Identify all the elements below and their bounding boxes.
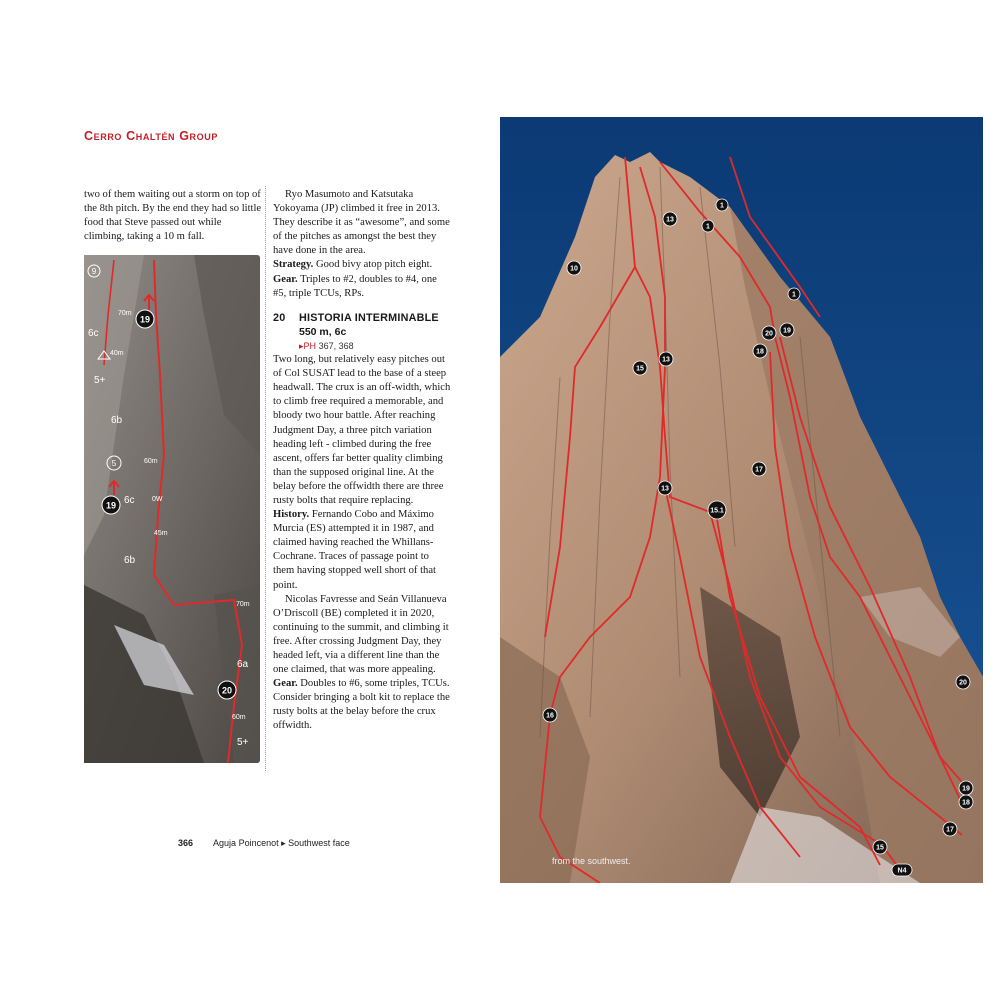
length-label: 40m: [110, 350, 124, 357]
gear-paragraph: [273, 273, 451, 301]
page-number: 366: [178, 838, 194, 848]
marker-13: 13: [666, 216, 674, 224]
gear2-label: Gear.: [273, 678, 298, 690]
marker-1: 1: [792, 291, 796, 299]
marker-20: 20: [765, 330, 773, 338]
marker-5: 5: [111, 459, 117, 468]
grade-label: 5+: [94, 375, 106, 386]
route-name: HISTORIA INTERMINABLE: [299, 311, 439, 324]
photo-caption: from the southwest.: [552, 856, 631, 866]
grade-label: 6b: [124, 555, 136, 566]
footer-face: Southwest face: [288, 838, 350, 848]
right-route-photo: [500, 117, 983, 883]
grade-label: 6b: [111, 415, 123, 426]
grade-label: 6c: [88, 328, 99, 339]
section-title: Cerro Chaltén Group: [84, 129, 218, 143]
marker-1: 1: [720, 202, 724, 210]
route-grade: 550 m, 6c: [299, 325, 347, 338]
marker-1: 1: [706, 223, 710, 231]
length-label: 70m: [236, 601, 250, 608]
left-paragraph: two of them waiting out a storm on top of the 8th pitch. By the end they had so little food that Steve passed out while climbing, taking a 10 m fall.: [84, 189, 262, 243]
gear2-paragraph: [273, 677, 451, 733]
left-topo-svg: [84, 255, 260, 763]
ph-label: PH: [303, 340, 317, 351]
strategy-paragraph: [273, 258, 451, 272]
marker-19: 19: [962, 785, 970, 793]
page-footer: [178, 838, 350, 849]
gear2-text: Doubles to #6, some triples, TCUs. Consider bringing a bolt kit to replace the rusty bolts at the belay before the crux offwidth.: [273, 678, 450, 732]
length-label: 45m: [154, 530, 168, 537]
left-column: [84, 188, 262, 244]
marker-20: 20: [221, 685, 233, 696]
length-label: 60m: [232, 714, 246, 721]
right-route-svg: [500, 117, 983, 883]
marker-13: 13: [661, 485, 669, 493]
history-text: Fernando Cobo and Máximo Murcia (ES) attempted it in 1987, and claimed having reached the Whillans-Cochrane. Traces of passage point to them having stopped well short of that point.: [273, 509, 436, 591]
gear-label: Gear.: [273, 273, 298, 285]
marker-15: 15: [636, 365, 644, 373]
grade-label: 5+: [237, 737, 249, 748]
history-label: History.: [273, 509, 310, 521]
marker-18: 18: [962, 799, 970, 807]
length-label: 0W: [152, 496, 163, 503]
marker-15-1: 15.1: [710, 507, 724, 515]
route-heading: [273, 311, 451, 325]
intro-paragraph: Ryo Masumoto and Katsutaka Yokoyama (JP) climbed it free in 2013. They describe it as “awesome”, and some of the pitches as amongst the best they have done in the area.: [273, 189, 450, 257]
marker-20: 20: [959, 679, 967, 687]
marker-16: 16: [546, 712, 554, 720]
footer-arrow-icon: ▸: [281, 838, 286, 848]
footer-location: Aguja Poincenot: [213, 838, 279, 848]
grade-label: 6a: [237, 659, 249, 670]
marker-10: 10: [570, 265, 578, 273]
marker-n4: N4: [897, 867, 907, 875]
length-label: 60m: [144, 458, 158, 465]
left-topo-photo: [84, 255, 260, 763]
marker-13: 13: [662, 356, 670, 364]
marker-18: 18: [756, 348, 764, 356]
marker-19-top: 19: [139, 314, 151, 325]
marker-15: 15: [876, 844, 884, 852]
route-description: Two long, but relatively easy pitches out of Col SUSAT lead to the base of a steep headwall. The crux is an off-width, which to climb free required a memorable, and bloody two hour battle. After reaching Judgment Day, a three pitch variation heading left - climbed during the free ascent, offers far better quality climbing than the supposed original line. At the belay before the offwidth there are three rusty bolts that require replacing.: [273, 354, 451, 506]
right-column: [273, 188, 451, 734]
column-divider: [265, 186, 266, 771]
ph-arrow-icon: ▸: [299, 340, 304, 351]
marker-19-mid: 19: [105, 500, 117, 511]
route-number: 20: [273, 311, 286, 324]
marker-19: 19: [783, 327, 791, 335]
history2-paragraph: Nicolas Favresse and Seán Villanueva O’Driscoll (BE) completed it in 2020, continuing to the summit, and climbing it free. After crossing Judgment Day, they headed left, via a different line than the one claimed, that was more appealing.: [273, 593, 449, 676]
route-photo-ref: [273, 339, 451, 353]
length-label: 70m: [118, 310, 132, 317]
ph-pages: 367, 368: [318, 340, 354, 351]
marker-9: 9: [91, 267, 97, 276]
marker-17: 17: [946, 826, 954, 834]
gear-text: Triples to #2, doubles to #4, one #5, triple TCUs, RPs.: [273, 273, 437, 299]
strategy-text: Good bivy atop pitch eight.: [313, 259, 433, 271]
history-paragraph: [273, 508, 451, 593]
strategy-label: Strategy.: [273, 259, 314, 271]
marker-17: 17: [755, 466, 763, 474]
grade-label: 6c: [124, 495, 135, 506]
